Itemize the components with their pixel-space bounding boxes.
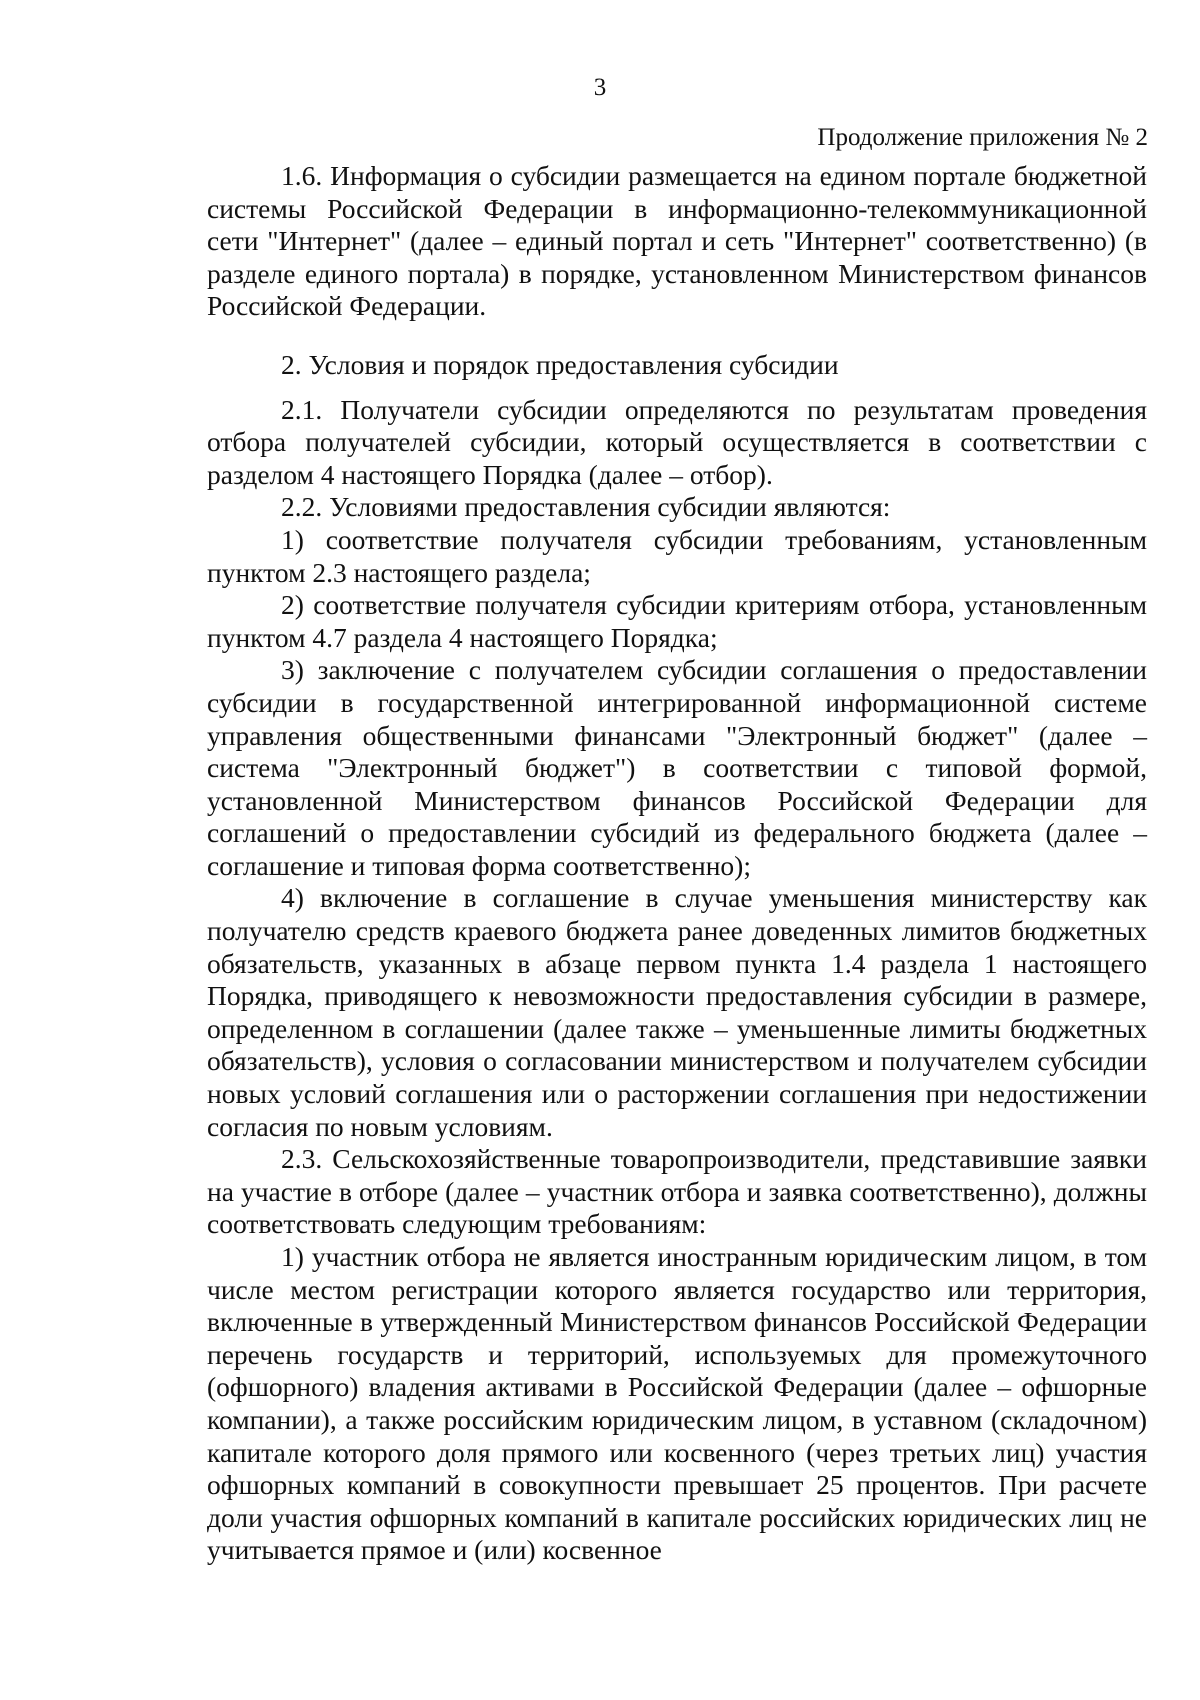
section-2-heading: 2. Условия и порядок предоставления субсидии	[281, 348, 839, 380]
paragraph-2-3: 2.3. Сельскохозяйственные товаропроизводители, представившие заявки на участие в отборе (далее – участник отбора и заявка соответственно), должны соответствовать следующим требованиям:	[207, 1143, 1147, 1240]
paragraph-2-3-item-1: 1) участник отбора не является иностранным юридическим лицом, в том числе местом регистрации которого является государство или территория, включенные в утвержденный Министерством финансов Российской Федерации перечень государств и территорий, используемых для промежуточного (офшорного) владения активами в Российской Федерации (далее – офшорные компании), а также российским юридическим лицом, в уставном (складочном) капитале которого доля прямого или косвенного (через третьих лиц) участия офшорных компаний в совокупности превышает 25 процентов. При расчете доли участия офшорных компаний в капитале российских юридических лиц не учитывается прямое и (или) косвенное	[207, 1241, 1147, 1566]
paragraph-2-1: 2.1. Получатели субсидии определяются по результатам проведения отбора получателей субсидии, который осуществляется в соответствии с разделом 4 настоящего Порядка (далее – отбор).	[207, 393, 1147, 490]
paragraph-2-2-item-3: 3) заключение с получателем субсидии соглашения о предоставлении субсидии в государственной интегрированной информационной системе управления общественными финансами "Электронный бюджет" (далее – система "Электронный бюджет") в соответствии с типовой формой, установленной Министерством финансов Российской Федерации для соглашений о предоставлении субсидий из федерального бюджета (далее – соглашение и типовая форма соответственно);	[207, 654, 1147, 881]
paragraph-2-2-item-2: 2) соответствие получателя субсидии критериям отбора, установленным пунктом 4.7 раздела 4 настоящего Порядка;	[207, 589, 1147, 653]
paragraph-2-2-item-4: 4) включение в соглашение в случае уменьшения министерству как получателю средств краевого бюджета ранее доведенных лимитов бюджетных обязательств, указанных в абзаце первом пункта 1.4 раздела 1 настоящего Порядка, приводящего к невозможности предоставления субсидии в размере, определенном в соглашении (далее также – уменьшенные лимиты бюджетных обязательств), условия о согласовании министерством и получателем субсидии новых условий соглашения или о расторжении соглашения при недостижении согласия по новым условиям.	[207, 882, 1147, 1142]
paragraph-2-2-item-1: 1) соответствие получателя субсидии требованиям, установленным пунктом 2.3 настоящего раздела;	[207, 523, 1147, 588]
appendix-continuation-note: Продолжение приложения № 2	[817, 124, 1148, 151]
paragraph-2-2: 2.2. Условиями предоставления субсидии являются:	[281, 491, 891, 523]
paragraph-1-6: 1.6. Информация о субсидии размещается на едином портале бюджетной системы Российской Федерации в информационно-телекоммуникационной сети "Интернет" (далее – единый портал и сеть "Интернет" соответственно) (в разделе единого портала) в порядке, установленном Министерством финансов Российской Федерации.	[207, 160, 1147, 322]
page-number: 3	[593, 74, 607, 101]
document-body	[207, 160, 1147, 1567]
